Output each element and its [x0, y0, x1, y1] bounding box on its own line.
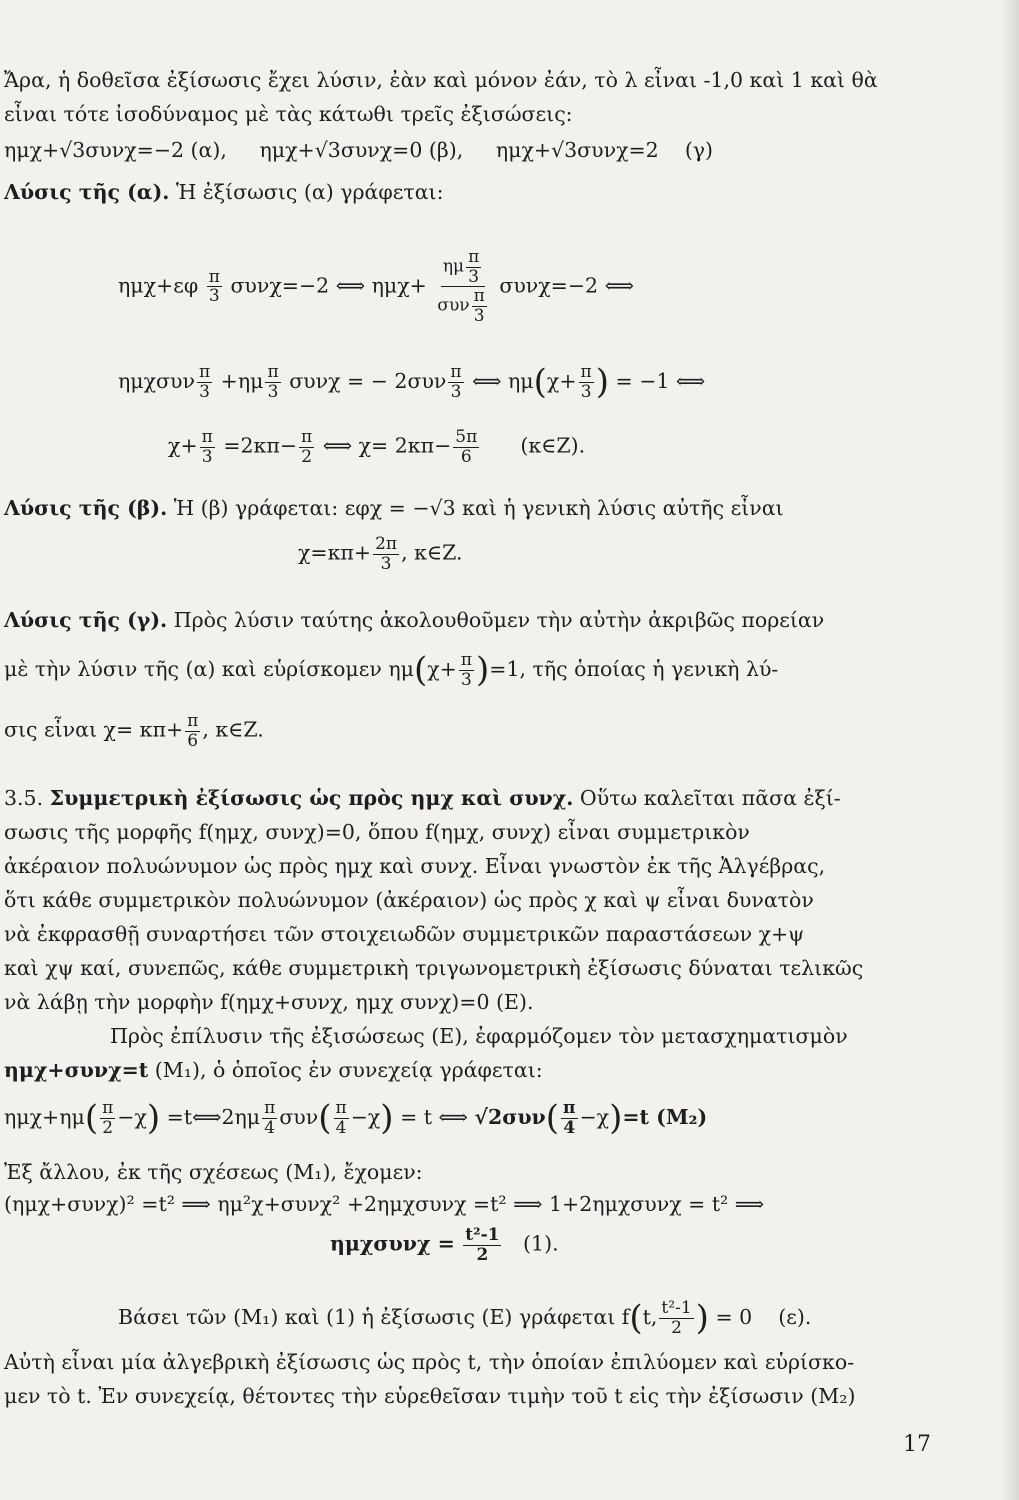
section-number: 3.5.: [4, 786, 44, 810]
eq-a: ημχ+√3συνχ=−2 (α),: [4, 138, 227, 162]
equation-2: ημχσυν $\frac{\pi}{3}$ +ημ $\frac{\pi}{3}$ συνχ = − 2συν $\frac{\pi}{3}$ ⟺ ημ(χ+ $\frac{\pi}{3}$ ) = −1 ⟺: [118, 362, 706, 402]
eq1-part: συνχ=−2 ⟺: [499, 273, 634, 298]
transform-line: ημχ+συνχ=t (Μ₁), ὁ ὁποῖος ἐν συνεχείᾳ γράφεται:: [4, 1058, 543, 1082]
solution-c-line-3: σις εἶναι χ= κπ+ $\frac{\pi}{6}$ , κ∈Z.: [4, 711, 264, 751]
eq1-part: συνχ=−2 ⟺ ημχ+: [230, 273, 427, 298]
solution-c-heading: Λύσις τῆς (γ).: [4, 608, 168, 632]
solution-b-line: [4, 496, 784, 521]
page-number: 17: [903, 1432, 931, 1457]
solution-a-text: Ἡ ἐξίσωσις (α) γράφεται:: [175, 180, 444, 204]
equation-3: χ+ $\frac{\pi}{3}$ =2κπ− $\frac{\pi}{2}$ ⟺ χ= 2κπ− $\frac{5\pi}{6}$ (κ∈Z).: [168, 427, 586, 467]
equation-4: χ=κπ+ $\frac{2\pi}{3}$ , κ∈Z.: [298, 534, 463, 574]
equation-line-abg: [4, 138, 713, 163]
equation-6: (ημχ+συνχ)² =t² ⟹ ημ²χ+συνχ² +2ημχσυνχ =t² ⟹ 1+2ημχσυνχ = t² ⟹: [4, 1192, 765, 1216]
text-line: Αὐτὴ εἶναι μία ἀλγεβρικὴ ἐξίσωσις ὡς πρὸς t, τὴν ὁποίαν ἐπιλύομεν καὶ εὑρίσκο-: [4, 1350, 855, 1374]
fraction-pi-3: $\frac{\pi}{3}$: [208, 266, 220, 307]
page-edge-shadow: [1001, 0, 1019, 1500]
text-line: Πρὸς ἐπίλυσιν τῆς ἐξισώσεως (Ε), ἐφαρμόζομεν τὸν μετασχηματισμὸν: [110, 1024, 848, 1048]
section-title: Συμμετρικὴ ἐξίσωσις ὡς πρὸς ημχ καὶ συνχ.: [49, 786, 574, 810]
text-line: μεν τὸ t. Ἐν συνεχείᾳ, θέτοντες τὴν εὑρεθεῖσαν τιμὴν τοῦ t εἰς τὴν ἐξίσωσιν (Μ₂): [4, 1384, 856, 1408]
eq1-part: ημχ+εφ: [118, 273, 199, 298]
text-line: Ἄρα, ἡ δοθεῖσα ἐξίσωσις ἔχει λύσιν, ἐὰν καὶ μόνον ἐάν, τὸ λ εἶναι -1,0 καὶ 1 καὶ θὰ: [4, 68, 878, 92]
text-line: νὰ λάβῃ τὴν μορφὴν f(ημχ+συνχ, ημχ συνχ)=0 (Ε).: [4, 990, 534, 1014]
solution-a-heading-line: [4, 180, 443, 205]
section-heading-line: 3.5. Συμμετρικὴ ἐξίσωσις ὡς πρὸς ημχ καὶ συνχ. Οὕτω καλεῖται πᾶσα ἐξί-: [4, 786, 841, 810]
text-line: Ἐξ ἄλλου, ἐκ τῆς σχέσεως (Μ₁), ἔχομεν:: [4, 1160, 423, 1184]
solution-b-heading: Λύσις τῆς (β).: [4, 496, 168, 520]
equation-5: ημχ+ημ( $\frac{\pi}{2}$ −χ) =t⟺2ημ $\frac{\pi}{4}$ συν( $\frac{\pi}{4}$ −χ) = t ⟺ √2συν( $\frac{\pi}{4}$ −χ)=t (Μ₂): [4, 1098, 708, 1138]
text-line: σωσις τῆς μορφῆς f(ημχ, συνχ)=0, ὅπου f(ημχ, συνχ) εἶναι συμμετρικὸν: [4, 820, 750, 844]
text-line: ὅτι κάθε συμμετρικὸν πολυώνυμον (ἀκέραιον) ὡς πρὸς χ καὶ ψ εἶναι δυνατὸν: [4, 888, 814, 912]
solution-a-heading: Λύσις τῆς (α).: [4, 180, 170, 204]
text-line: καὶ χψ καί, συνεπῶς, κάθε συμμετρικὴ τριγωνομετρικὴ ἐξίσωσις δύναται τελικῶς: [4, 956, 864, 980]
transform-M1: ημχ+συνχ=t: [4, 1058, 149, 1082]
eq-b: ημχ+√3συνχ=0 (β),: [259, 138, 464, 162]
solution-b-text: Ἡ (β) γράφεται: εφχ = −√3 καὶ ἡ γενικὴ λύσις αὐτῆς εἶναι: [173, 496, 784, 520]
equation-1: [118, 248, 634, 326]
eq-c-tag: (γ): [684, 138, 714, 162]
equation-7: ημχσυνχ = $\frac{\text{t²-1}}{2}$ (1).: [330, 1225, 559, 1265]
solution-c-text: Πρὸς λύσιν ταύτης ἀκολουθοῦμεν τὴν αὐτὴν ἀκριβῶς πορείαν: [173, 608, 825, 632]
text-line: νὰ ἐκφρασθῇ συναρτήσει τῶν στοιχειωδῶν συμμετρικῶν παραστάσεων χ+ψ: [4, 922, 805, 946]
text-line: ἀκέραιον πολυώνυμον ὡς πρὸς ημχ καὶ συνχ. Εἶναι γνωστὸν ἐκ τῆς Ἀλγέβρας,: [4, 854, 826, 878]
fraction-sin-over-cos: ημ $\frac{\pi}{3}$ συν $\frac{\pi}{3}$: [437, 247, 485, 327]
equation-8: Βάσει τῶν (Μ₁) καὶ (1) ἡ ἐξίσωσις (Ε) γράφεται f(t, $\frac{\text{t²-1}}{2}$ ) = 0 (ε).: [118, 1298, 812, 1338]
solution-c-line: [4, 608, 824, 633]
solution-c-line-2: μὲ τὴν λύσιν τῆς (α) καὶ εὑρίσκομεν ημ(χ+ $\frac{\pi}{3}$ )=1, τῆς ὁποίας ἡ γενικὴ λύ-: [4, 650, 779, 690]
text-line: εἶναι τότε ἰσοδύναμος μὲ τὰς κάτωθι τρεῖς ἐξισώσεις:: [4, 102, 573, 126]
eq-c: ημχ+√3συνχ=2: [495, 138, 659, 162]
